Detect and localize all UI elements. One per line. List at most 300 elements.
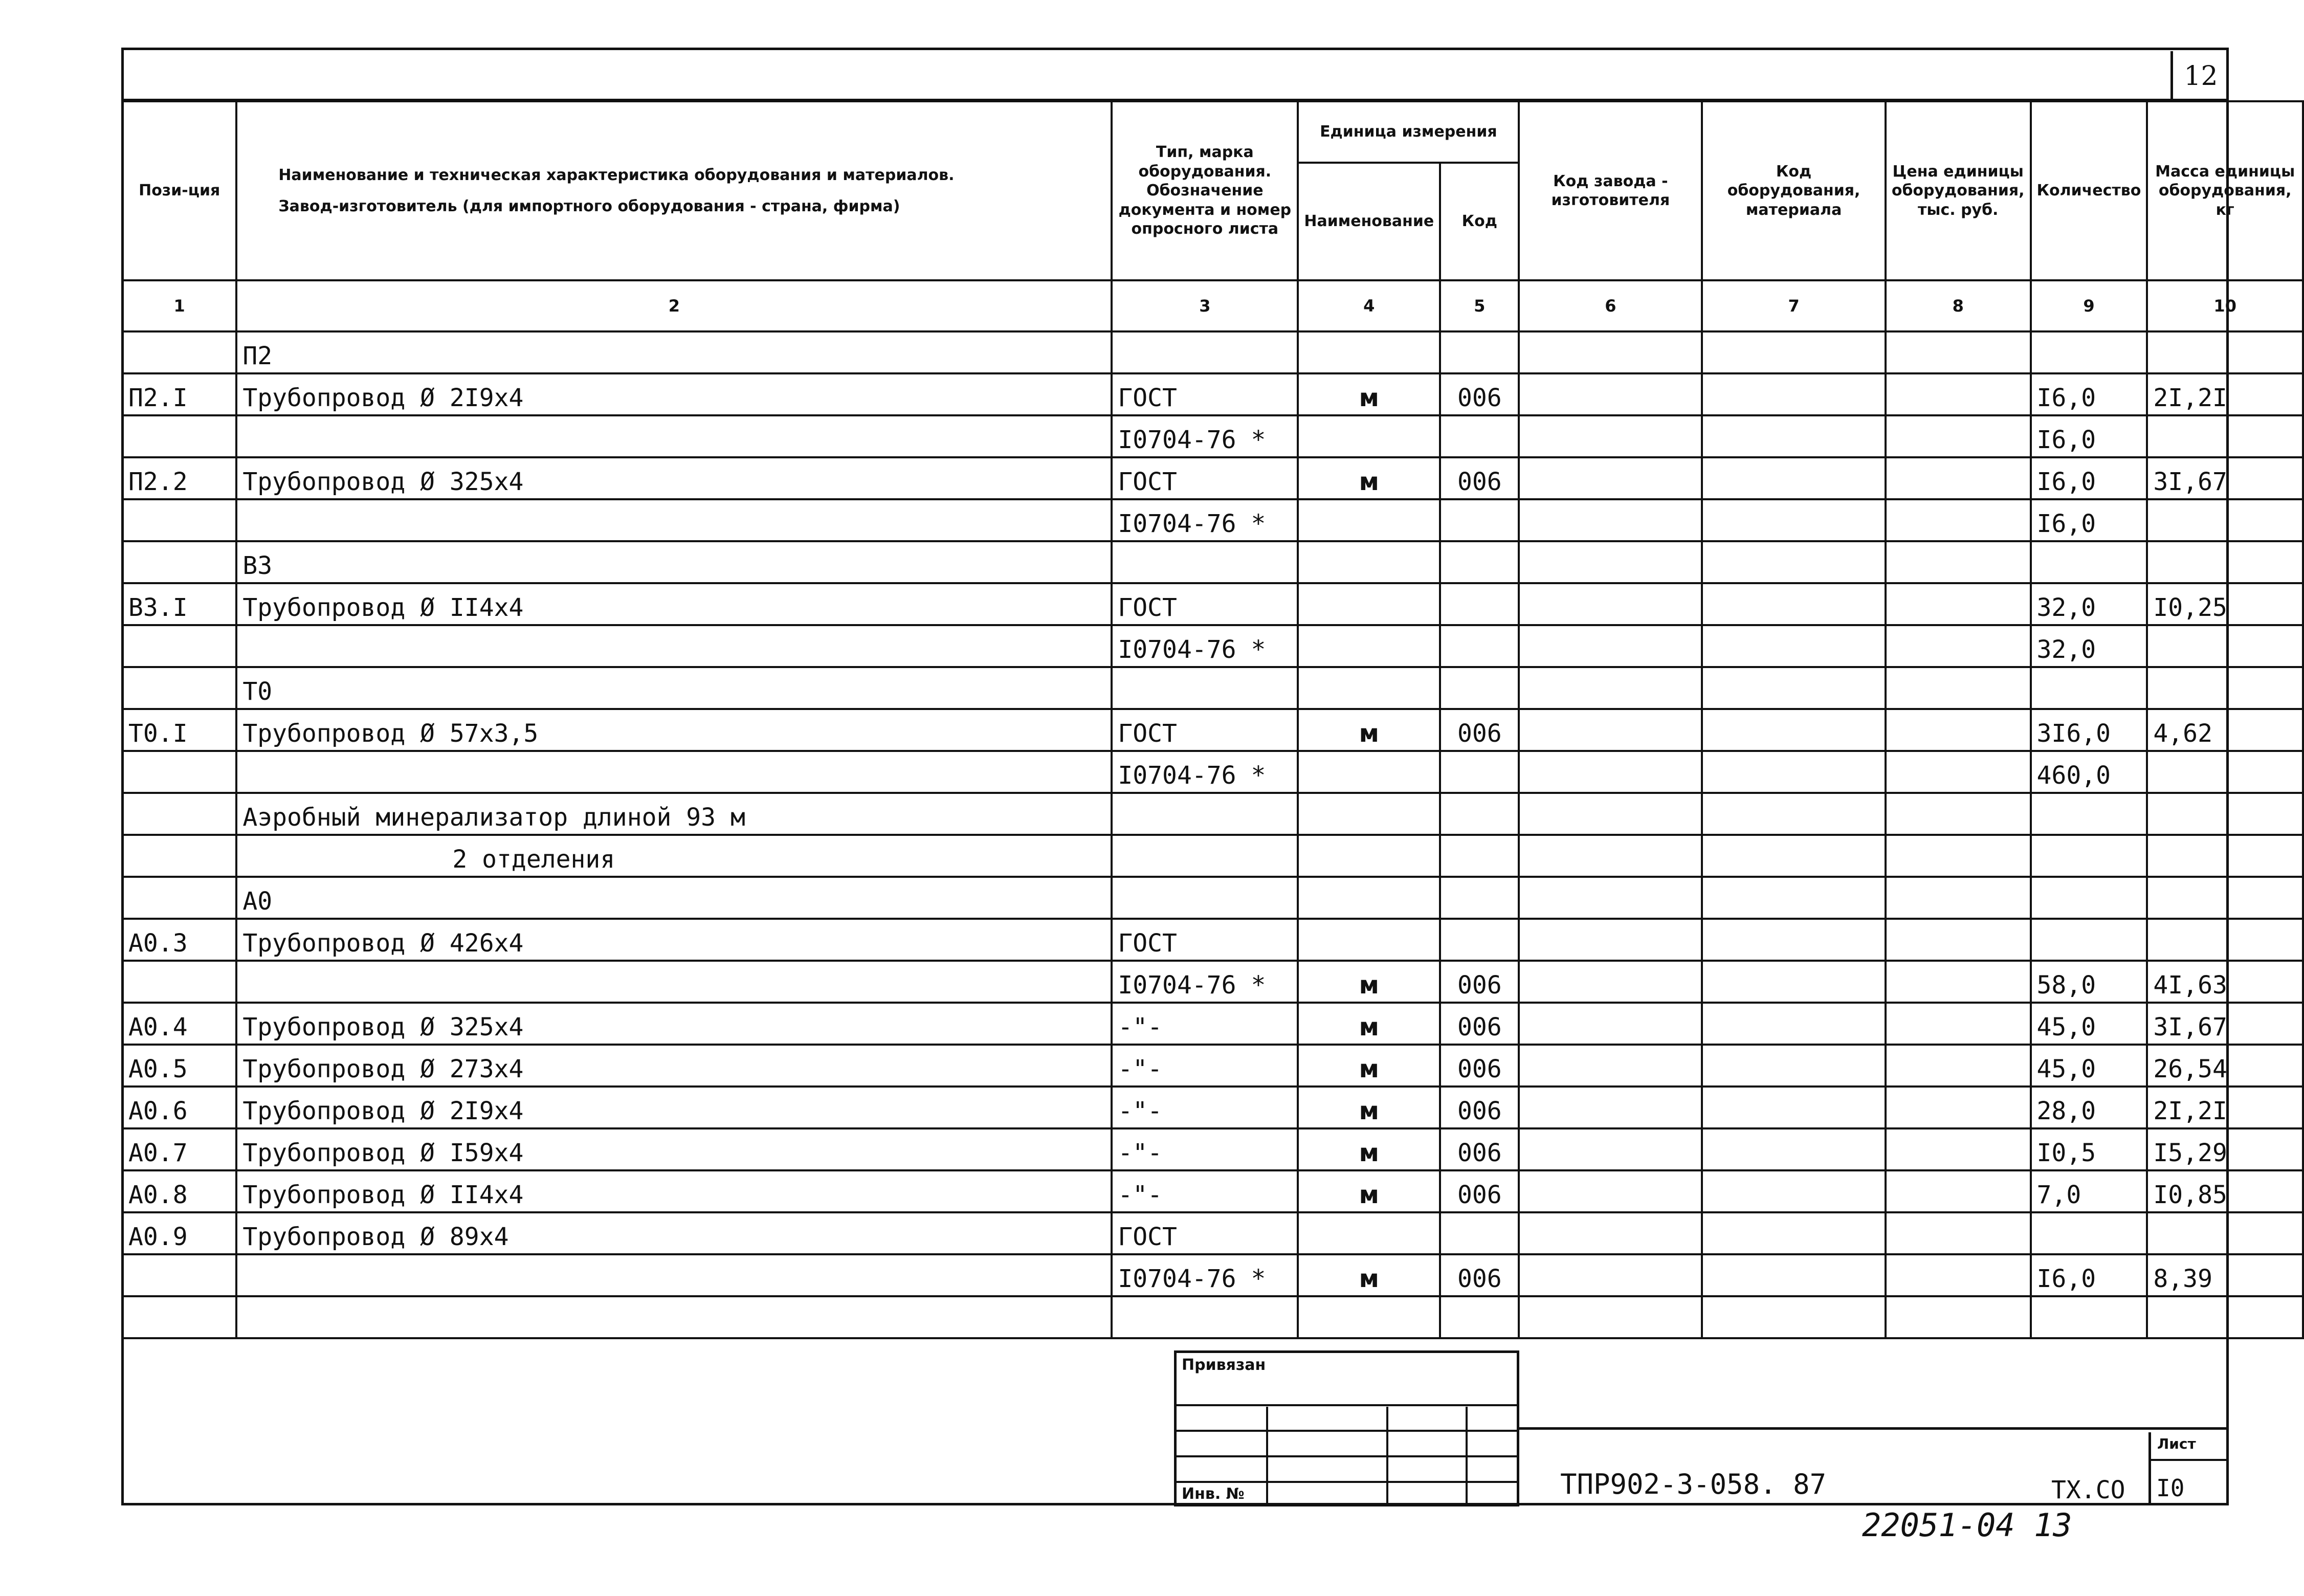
cell-type: I0704-76 *	[1112, 499, 1298, 541]
cell-unit	[1298, 751, 1440, 793]
header-name	[236, 101, 1112, 280]
table-row	[122, 751, 2303, 793]
cell-name: Трубопровод Ø 325x4	[236, 1003, 1112, 1045]
header-unit-name: Наименование	[1298, 163, 1440, 280]
cell-type: I0704-76 *	[1112, 751, 1298, 793]
table-row	[122, 1296, 2303, 1338]
cell-code: 006	[1440, 709, 1519, 751]
cell-factory-code	[1519, 331, 1702, 373]
cell-equipment-code	[1702, 1212, 1886, 1254]
cell-price	[1886, 751, 2031, 793]
section-heading: В3	[236, 541, 1112, 583]
cell-position: А0.3	[122, 919, 236, 961]
cell-price	[1886, 1296, 2031, 1338]
cell-price	[1886, 877, 2031, 919]
cell-unit	[1298, 667, 1440, 709]
table-row	[122, 1045, 2303, 1087]
cell-code: 006	[1440, 1087, 1519, 1128]
cell-quantity	[2031, 919, 2147, 961]
cell-mass	[2147, 1296, 2303, 1338]
cell-factory-code	[1519, 457, 1702, 499]
table-row	[122, 793, 2303, 835]
table-row	[122, 625, 2303, 667]
cell-unit	[1298, 877, 1440, 919]
cell-price	[1886, 1087, 2031, 1128]
cell-factory-code	[1519, 1254, 1702, 1296]
cell-name: Трубопровод Ø I59x4	[236, 1128, 1112, 1170]
cell-equipment-code	[1702, 961, 1886, 1003]
table-row	[122, 709, 2303, 751]
cell-equipment-code	[1702, 457, 1886, 499]
cell-position	[122, 625, 236, 667]
cell-name: Трубопровод Ø 2I9x4	[236, 373, 1112, 415]
cell-price	[1886, 415, 2031, 457]
cell-mass	[2147, 625, 2303, 667]
cell-code	[1440, 499, 1519, 541]
cell-unit	[1298, 1296, 1440, 1338]
cell-name	[236, 1296, 1112, 1338]
cell-mass: I0,85	[2147, 1170, 2303, 1212]
cell-quantity: 460,0	[2031, 751, 2147, 793]
cell-factory-code	[1519, 1087, 1702, 1128]
column-number: 9	[2031, 280, 2147, 331]
cell-type: ГОСТ	[1112, 583, 1298, 625]
cell-name	[236, 1254, 1112, 1296]
cell-quantity: 28,0	[2031, 1087, 2147, 1128]
cell-factory-code	[1519, 877, 1702, 919]
cell-equipment-code	[1702, 1170, 1886, 1212]
cell-type	[1112, 667, 1298, 709]
cell-price	[1886, 1170, 2031, 1212]
cell-code	[1440, 415, 1519, 457]
cell-type: -"-	[1112, 1045, 1298, 1087]
cell-type: I0704-76 *	[1112, 415, 1298, 457]
cell-quantity: I6,0	[2031, 457, 2147, 499]
cell-code	[1440, 667, 1519, 709]
header-name-line2: Завод-изготовитель (для импортного оборудования - страна, фирма)	[278, 197, 900, 215]
cell-factory-code	[1519, 1045, 1702, 1087]
cell-factory-code	[1519, 373, 1702, 415]
column-number: 7	[1702, 280, 1886, 331]
header-mass: Масса единицы оборудования, кг	[2147, 101, 2303, 280]
cell-position	[122, 1254, 236, 1296]
cell-mass: 26,54	[2147, 1045, 2303, 1087]
cell-type: -"-	[1112, 1087, 1298, 1128]
cell-position	[122, 415, 236, 457]
header-name-line1: Наименование и техническая характеристика оборудования и материалов.	[278, 166, 955, 184]
cell-price	[1886, 709, 2031, 751]
table-row	[122, 961, 2303, 1003]
table-row	[122, 1128, 2303, 1170]
cell-code: 006	[1440, 1170, 1519, 1212]
cell-unit	[1298, 499, 1440, 541]
cell-position: А0.4	[122, 1003, 236, 1045]
cell-name: Трубопровод Ø 57x3,5	[236, 709, 1112, 751]
cell-equipment-code	[1702, 415, 1886, 457]
cell-quantity	[2031, 1296, 2147, 1338]
cell-equipment-code	[1702, 835, 1886, 877]
column-number: 8	[1886, 280, 2031, 331]
cell-type	[1112, 877, 1298, 919]
cell-code	[1440, 541, 1519, 583]
page-number: 12	[2170, 51, 2229, 101]
cell-unit	[1298, 793, 1440, 835]
cell-quantity	[2031, 667, 2147, 709]
cell-mass: I5,29	[2147, 1128, 2303, 1170]
cell-price	[1886, 625, 2031, 667]
column-number: 6	[1519, 280, 1702, 331]
section-heading: Т0	[236, 667, 1112, 709]
cell-code	[1440, 877, 1519, 919]
cell-equipment-code	[1702, 919, 1886, 961]
cell-type: -"-	[1112, 1003, 1298, 1045]
cell-code	[1440, 583, 1519, 625]
cell-factory-code	[1519, 541, 1702, 583]
cell-type	[1112, 835, 1298, 877]
cell-quantity: 45,0	[2031, 1003, 2147, 1045]
cell-price	[1886, 541, 2031, 583]
cell-mass: 4,62	[2147, 709, 2303, 751]
cell-code	[1440, 625, 1519, 667]
cell-quantity: 3I6,0	[2031, 709, 2147, 751]
column-number: 10	[2147, 280, 2303, 331]
cell-price	[1886, 331, 2031, 373]
binding-stamp	[1174, 1350, 1519, 1506]
cell-unit: м	[1298, 1170, 1440, 1212]
table-row	[122, 1087, 2303, 1128]
cell-equipment-code	[1702, 1254, 1886, 1296]
cell-equipment-code	[1702, 1087, 1886, 1128]
cell-mass	[2147, 415, 2303, 457]
spec-table	[121, 100, 2304, 1339]
cell-unit	[1298, 1212, 1440, 1254]
cell-position	[122, 667, 236, 709]
cell-quantity	[2031, 331, 2147, 373]
cell-mass	[2147, 835, 2303, 877]
cell-type: ГОСТ	[1112, 709, 1298, 751]
cell-factory-code	[1519, 835, 1702, 877]
cell-price	[1886, 667, 2031, 709]
cell-type: I0704-76 *	[1112, 961, 1298, 1003]
cell-quantity: 58,0	[2031, 961, 2147, 1003]
cell-equipment-code	[1702, 1003, 1886, 1045]
table-row	[122, 1254, 2303, 1296]
spec-body	[122, 331, 2303, 1338]
sheet-box	[2148, 1432, 2229, 1504]
cell-type	[1112, 1296, 1298, 1338]
header-price: Цена единицы оборудования, тыс. руб.	[1886, 101, 2031, 280]
cell-factory-code	[1519, 667, 1702, 709]
cell-factory-code	[1519, 751, 1702, 793]
cell-equipment-code	[1702, 331, 1886, 373]
sheet-number: I0	[2156, 1474, 2185, 1502]
column-number: 2	[236, 280, 1112, 331]
cell-type: I0704-76 *	[1112, 625, 1298, 667]
cell-name	[236, 961, 1112, 1003]
cell-mass: 2I,2I	[2147, 1087, 2303, 1128]
cell-position: А0.7	[122, 1128, 236, 1170]
cell-price	[1886, 793, 2031, 835]
cell-name: Трубопровод Ø II4x4	[236, 583, 1112, 625]
cell-mass: 2I,2I	[2147, 373, 2303, 415]
cell-unit	[1298, 583, 1440, 625]
cell-mass	[2147, 793, 2303, 835]
cell-equipment-code	[1702, 667, 1886, 709]
cell-equipment-code	[1702, 1296, 1886, 1338]
table-row	[122, 583, 2303, 625]
cell-quantity: I0,5	[2031, 1128, 2147, 1170]
cell-unit: м	[1298, 1128, 1440, 1170]
cell-type: -"-	[1112, 1170, 1298, 1212]
cell-mass	[2147, 667, 2303, 709]
cell-unit	[1298, 415, 1440, 457]
cell-quantity: 7,0	[2031, 1170, 2147, 1212]
section-heading: 2 отделения	[236, 835, 1112, 877]
cell-mass	[2147, 1212, 2303, 1254]
cell-code: 006	[1440, 373, 1519, 415]
inventory-label: Инв. №	[1182, 1485, 1245, 1503]
cell-mass: 3I,67	[2147, 1003, 2303, 1045]
header-quantity: Количество	[2031, 101, 2147, 280]
cell-price	[1886, 499, 2031, 541]
cell-name: Трубопровод Ø II4x4	[236, 1170, 1112, 1212]
cell-factory-code	[1519, 499, 1702, 541]
cell-code: 006	[1440, 1128, 1519, 1170]
cell-mass	[2147, 541, 2303, 583]
table-row	[122, 499, 2303, 541]
column-number: 5	[1440, 280, 1519, 331]
header-equipment-code: Код оборудования, материала	[1702, 101, 1886, 280]
cell-quantity	[2031, 1212, 2147, 1254]
document-section: ТХ.СО	[2051, 1476, 2125, 1504]
cell-factory-code	[1519, 1170, 1702, 1212]
cell-code: 006	[1440, 457, 1519, 499]
cell-quantity: 32,0	[2031, 583, 2147, 625]
cell-equipment-code	[1702, 709, 1886, 751]
cell-price	[1886, 1212, 2031, 1254]
cell-mass	[2147, 331, 2303, 373]
cell-equipment-code	[1702, 499, 1886, 541]
cell-mass	[2147, 919, 2303, 961]
cell-name: Трубопровод Ø 426x4	[236, 919, 1112, 961]
table-row	[122, 541, 2303, 583]
cell-position	[122, 751, 236, 793]
cell-equipment-code	[1702, 751, 1886, 793]
cell-position	[122, 961, 236, 1003]
cell-position: А0.5	[122, 1045, 236, 1087]
document-code: ТПР902-3-058. 87	[1560, 1468, 1827, 1500]
cell-code: 006	[1440, 961, 1519, 1003]
cell-position: П2.2	[122, 457, 236, 499]
cell-type: ГОСТ	[1112, 373, 1298, 415]
table-row	[122, 835, 2303, 877]
cell-factory-code	[1519, 961, 1702, 1003]
cell-factory-code	[1519, 415, 1702, 457]
cell-factory-code	[1519, 1212, 1702, 1254]
cell-quantity: I6,0	[2031, 415, 2147, 457]
cell-position: А0.8	[122, 1170, 236, 1212]
cell-position	[122, 541, 236, 583]
cell-equipment-code	[1702, 373, 1886, 415]
table-row	[122, 415, 2303, 457]
cell-unit: м	[1298, 457, 1440, 499]
cell-code	[1440, 1296, 1519, 1338]
section-heading: Аэробный минерализатор длиной 93 м	[236, 793, 1112, 835]
cell-code	[1440, 331, 1519, 373]
cell-equipment-code	[1702, 877, 1886, 919]
cell-position: Т0.I	[122, 709, 236, 751]
cell-unit: м	[1298, 1254, 1440, 1296]
section-heading: А0	[236, 877, 1112, 919]
cell-name: Трубопровод Ø 2I9x4	[236, 1087, 1112, 1128]
cell-factory-code	[1519, 1128, 1702, 1170]
cell-price	[1886, 1254, 2031, 1296]
cell-equipment-code	[1702, 1045, 1886, 1087]
cell-quantity: 32,0	[2031, 625, 2147, 667]
cell-price	[1886, 1128, 2031, 1170]
header-factory-code: Код завода - изготовителя	[1519, 101, 1702, 280]
cell-name	[236, 415, 1112, 457]
cell-quantity: 45,0	[2031, 1045, 2147, 1087]
cell-type: ГОСТ	[1112, 919, 1298, 961]
table-row	[122, 667, 2303, 709]
cell-code	[1440, 919, 1519, 961]
cell-mass	[2147, 751, 2303, 793]
cell-position: А0.6	[122, 1087, 236, 1128]
table-row	[122, 877, 2303, 919]
cell-code	[1440, 1212, 1519, 1254]
cell-name	[236, 625, 1112, 667]
cell-price	[1886, 961, 2031, 1003]
cell-unit: м	[1298, 709, 1440, 751]
cell-price	[1886, 919, 2031, 961]
cell-type	[1112, 331, 1298, 373]
cell-code	[1440, 835, 1519, 877]
cell-mass: 3I,67	[2147, 457, 2303, 499]
cell-name: Трубопровод Ø 89x4	[236, 1212, 1112, 1254]
cell-unit: м	[1298, 1003, 1440, 1045]
stamp-label: Привязан	[1182, 1356, 1266, 1374]
column-number: 1	[122, 280, 236, 331]
cell-quantity	[2031, 793, 2147, 835]
cell-equipment-code	[1702, 625, 1886, 667]
cell-code	[1440, 751, 1519, 793]
cell-equipment-code	[1702, 793, 1886, 835]
cell-position	[122, 793, 236, 835]
column-number: 4	[1298, 280, 1440, 331]
cell-quantity	[2031, 835, 2147, 877]
cell-position	[122, 835, 236, 877]
cell-position: П2.I	[122, 373, 236, 415]
cell-type: I0704-76 *	[1112, 1254, 1298, 1296]
cell-type	[1112, 793, 1298, 835]
table-row	[122, 331, 2303, 373]
cell-type: -"-	[1112, 1128, 1298, 1170]
header-unit-code: Код	[1440, 163, 1519, 280]
table-row	[122, 1170, 2303, 1212]
cell-price	[1886, 373, 2031, 415]
header-position: Пози-ция	[122, 101, 236, 280]
cell-position: А0.9	[122, 1212, 236, 1254]
cell-equipment-code	[1702, 541, 1886, 583]
cell-equipment-code	[1702, 583, 1886, 625]
cell-quantity	[2031, 541, 2147, 583]
cell-unit	[1298, 625, 1440, 667]
cell-name	[236, 751, 1112, 793]
table-row	[122, 457, 2303, 499]
cell-mass	[2147, 499, 2303, 541]
table-row	[122, 919, 2303, 961]
cell-position	[122, 877, 236, 919]
cell-code: 006	[1440, 1254, 1519, 1296]
header-unit-group: Единица измерения	[1298, 101, 1519, 163]
cell-code	[1440, 793, 1519, 835]
cell-name: Трубопровод Ø 325x4	[236, 457, 1112, 499]
cell-factory-code	[1519, 1003, 1702, 1045]
cell-unit	[1298, 541, 1440, 583]
cell-factory-code	[1519, 583, 1702, 625]
table-row	[122, 373, 2303, 415]
cell-unit	[1298, 331, 1440, 373]
cell-position	[122, 331, 236, 373]
cell-factory-code	[1519, 1296, 1702, 1338]
cell-quantity: I6,0	[2031, 1254, 2147, 1296]
cell-price	[1886, 457, 2031, 499]
cell-name	[236, 499, 1112, 541]
cell-unit: м	[1298, 373, 1440, 415]
cell-unit: м	[1298, 1045, 1440, 1087]
table-row	[122, 1003, 2303, 1045]
cell-type: ГОСТ	[1112, 1212, 1298, 1254]
cell-quantity: I6,0	[2031, 499, 2147, 541]
cell-code: 006	[1440, 1003, 1519, 1045]
cell-factory-code	[1519, 625, 1702, 667]
table-row	[122, 1212, 2303, 1254]
cell-factory-code	[1519, 709, 1702, 751]
title-block-rule	[1519, 1427, 2229, 1430]
cell-price	[1886, 1045, 2031, 1087]
section-heading: П2	[236, 331, 1112, 373]
cell-mass	[2147, 877, 2303, 919]
cell-factory-code	[1519, 793, 1702, 835]
cell-factory-code	[1519, 919, 1702, 961]
cell-mass: I0,25	[2147, 583, 2303, 625]
cell-price	[1886, 1003, 2031, 1045]
cell-mass: 4I,63	[2147, 961, 2303, 1003]
cell-equipment-code	[1702, 1128, 1886, 1170]
cell-mass: 8,39	[2147, 1254, 2303, 1296]
cell-position	[122, 1296, 236, 1338]
cell-unit: м	[1298, 1087, 1440, 1128]
cell-unit: м	[1298, 961, 1440, 1003]
cell-name: Трубопровод Ø 273x4	[236, 1045, 1112, 1087]
cell-quantity: I6,0	[2031, 373, 2147, 415]
handwritten-number: 22051-04 13	[1862, 1506, 2072, 1544]
cell-code: 006	[1440, 1045, 1519, 1087]
cell-type: ГОСТ	[1112, 457, 1298, 499]
cell-quantity	[2031, 877, 2147, 919]
cell-unit	[1298, 919, 1440, 961]
cell-price	[1886, 835, 2031, 877]
cell-unit	[1298, 835, 1440, 877]
header-type: Тип, марка оборудования. Обозначение документа и номер опросного листа	[1112, 101, 1298, 280]
column-number: 3	[1112, 280, 1298, 331]
sheet-label: Лист	[2157, 1435, 2196, 1452]
cell-price	[1886, 583, 2031, 625]
cell-type	[1112, 541, 1298, 583]
cell-position: В3.I	[122, 583, 236, 625]
cell-position	[122, 499, 236, 541]
